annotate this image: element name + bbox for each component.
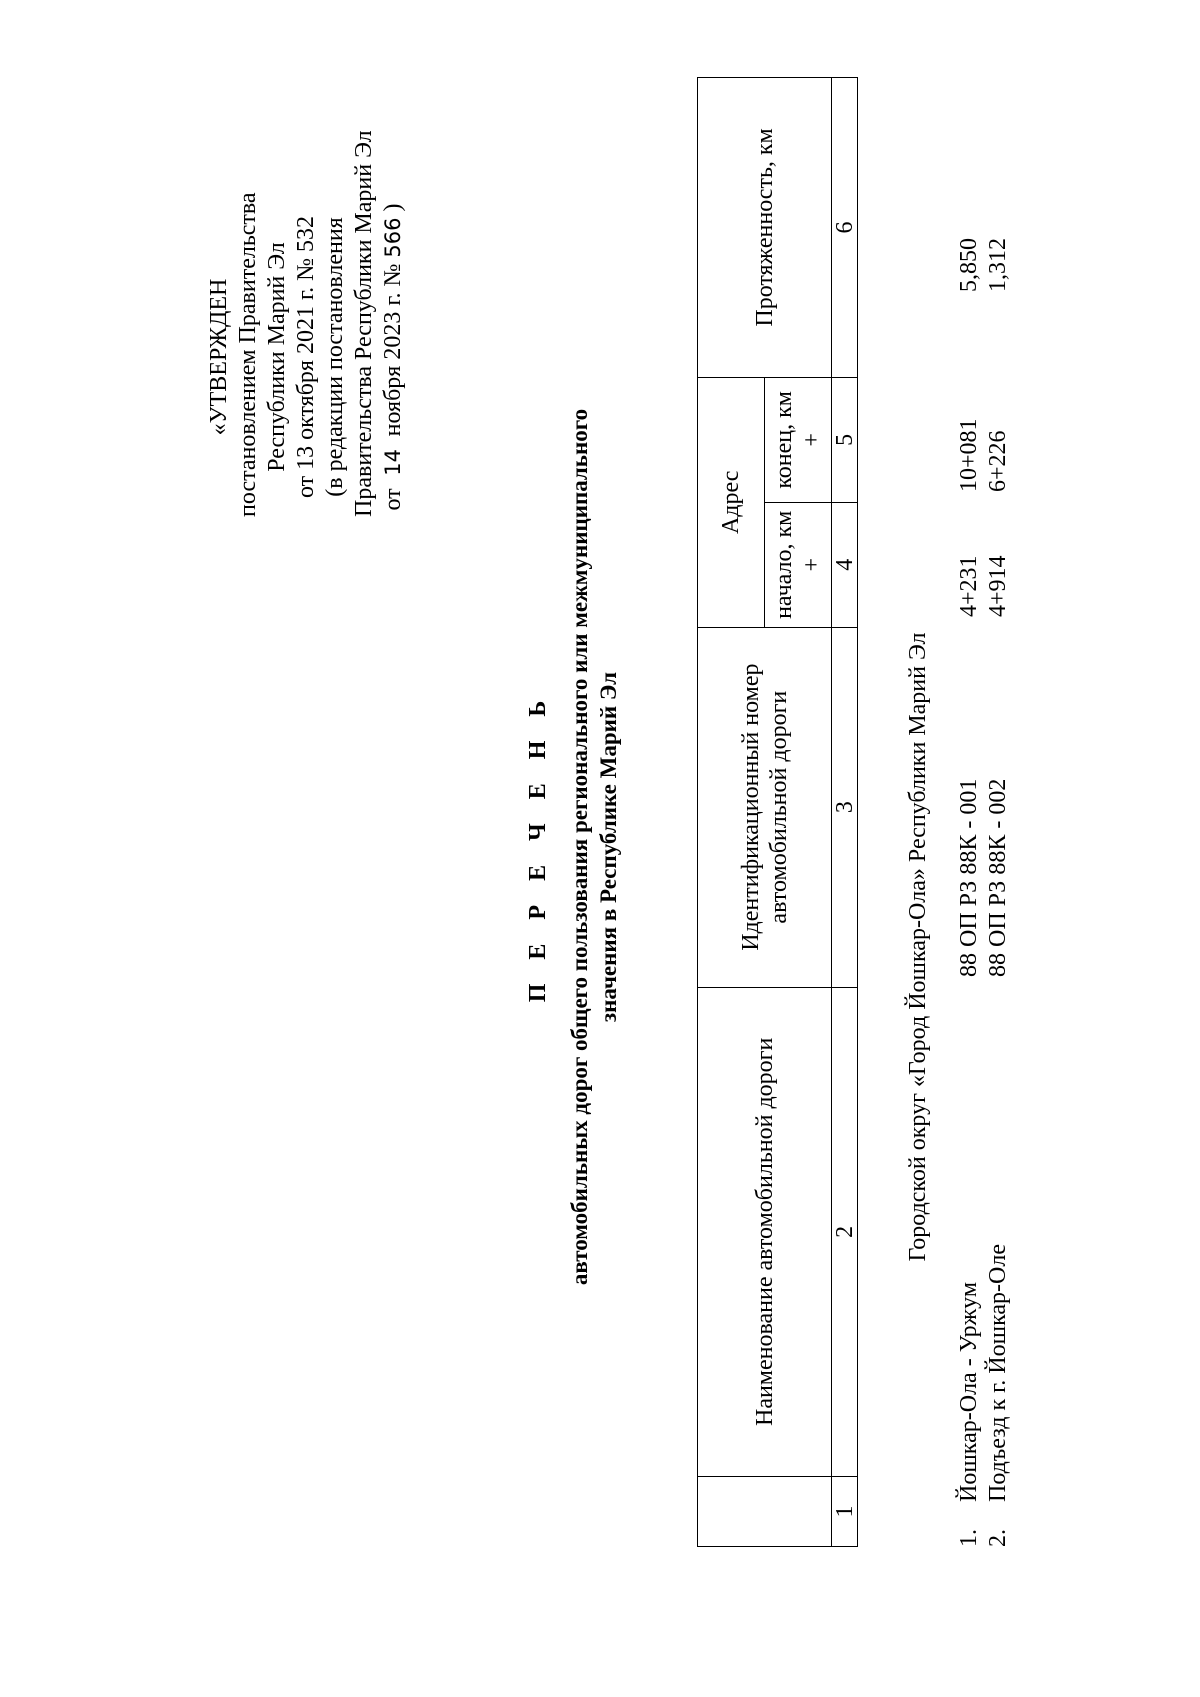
column-number: 5 <box>832 377 858 502</box>
row-start: 4+914 <box>985 555 1011 617</box>
header-start: начало, км + <box>765 502 832 627</box>
document-subtitle <box>565 297 623 1397</box>
approval-date-day: 14 <box>381 448 405 476</box>
approval-date-suffix: ) <box>380 203 406 212</box>
row-number: 2. <box>985 1529 1011 1547</box>
header-number-cell <box>698 1477 832 1547</box>
header-id-number: Идентификационный номер автомобильной дороги <box>698 627 832 987</box>
column-number: 2 <box>832 987 858 1477</box>
column-number: 6 <box>832 78 858 378</box>
column-number: 3 <box>832 627 858 987</box>
subtitle-line: значения в Республике Марий Эл <box>596 671 621 1023</box>
row-length: 5,850 <box>956 238 982 292</box>
row-length: 1,312 <box>985 238 1011 292</box>
approval-date-mid: ноября 2023 г. № <box>380 263 406 437</box>
approval-line: от 13 октября 2021 г. № 532 <box>293 216 319 499</box>
row-end: 6+226 <box>985 430 1011 492</box>
header-road-name: Наименование автомобильной дороги <box>698 987 832 1477</box>
row-start: 4+231 <box>956 555 982 617</box>
row-id: 88 ОП РЗ 88К - 002 <box>985 778 1011 977</box>
roads-table-header <box>697 77 858 1547</box>
approval-line-date <box>379 197 408 517</box>
header-length: Протяженность, км <box>698 78 832 378</box>
row-id: 88 ОП РЗ 88К - 001 <box>956 778 982 977</box>
approval-line: Правительства Республики Марий Эл <box>351 130 377 517</box>
column-number: 1 <box>832 1477 858 1547</box>
header-end: конец, км + <box>765 377 832 502</box>
row-road-name: Йошкар-Ола - Уржум <box>956 1281 982 1502</box>
approval-date-prefix: от <box>380 488 406 511</box>
section-heading: Городской округ «Город Йошкар-Ола» Республики Марий Эл <box>905 632 931 1262</box>
row-end: 10+081 <box>956 418 982 492</box>
header-address: Адрес <box>698 377 765 627</box>
approval-line: Республики Марий Эл <box>264 242 290 472</box>
document-title: П Е Р Е Ч Е Н Ь <box>525 691 551 1003</box>
approval-line: постановлением Правительства <box>235 192 261 517</box>
approval-line: (в редакции постановления <box>322 217 348 497</box>
subtitle-line: автомобильных дорог общего пользования регионального или межмуниципального <box>567 408 592 1286</box>
approval-line: «УТВЕРЖДЕН <box>206 278 232 436</box>
row-road-name: Подъезд к г. Йошкар-Оле <box>985 1244 1011 1502</box>
row-number: 1. <box>956 1529 982 1547</box>
approval-doc-number: 566 <box>381 217 405 258</box>
approval-stamp <box>205 130 408 517</box>
column-number: 4 <box>832 502 858 627</box>
